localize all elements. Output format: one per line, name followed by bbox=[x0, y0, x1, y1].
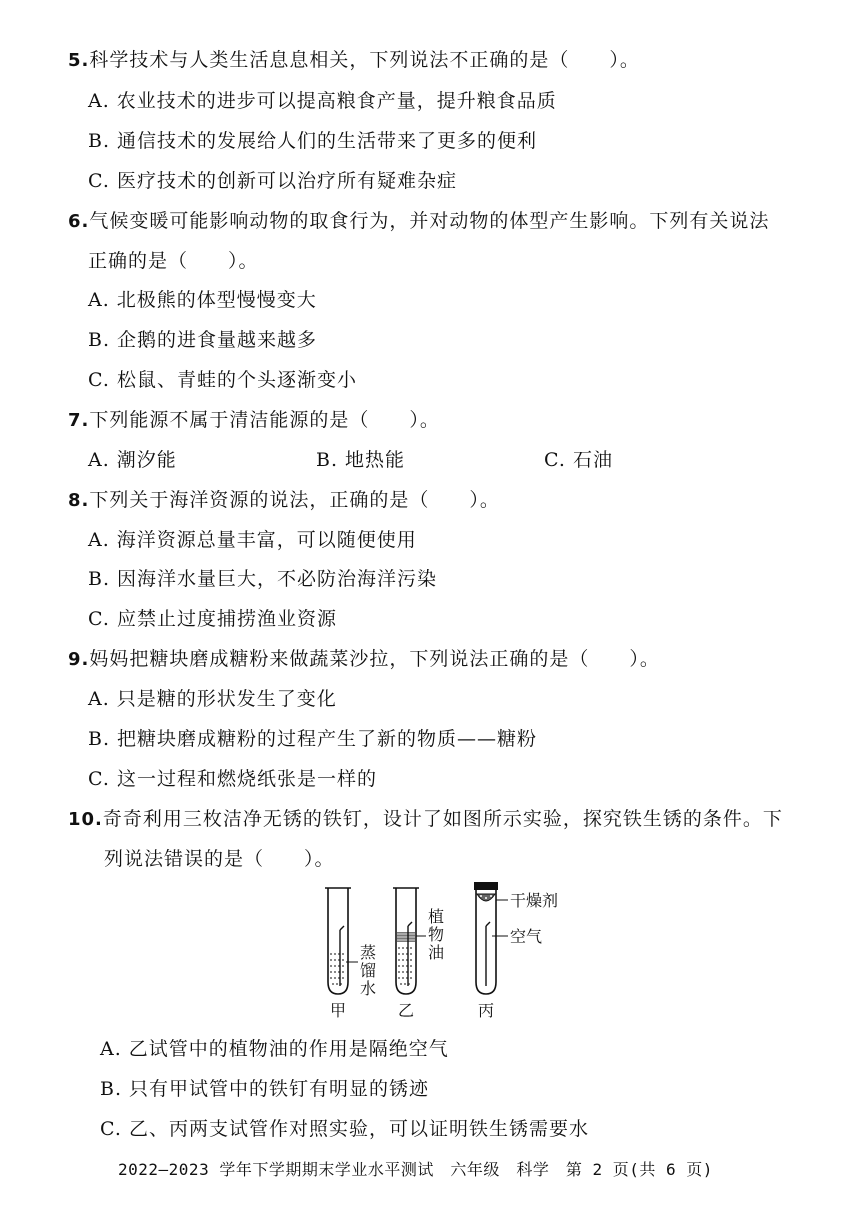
question-7-stem: 7.下列能源不属于清洁能源的是（ ）。 bbox=[68, 409, 440, 431]
air-label: 空气 bbox=[510, 927, 543, 946]
water-label-1: 蒸 bbox=[360, 943, 377, 962]
question-7-option-a: A. 潮汐能 bbox=[88, 449, 177, 471]
question-7-option-c: C. 石油 bbox=[544, 449, 613, 471]
water-label-2: 馏 bbox=[360, 961, 377, 980]
question-10-option-b: B. 只有甲试管中的铁钉有明显的锈迹 bbox=[100, 1078, 430, 1100]
question-6-stem: 6.气候变暖可能影响动物的取食行为，并对动物的体型产生影响。下列有关说法 bbox=[68, 210, 770, 232]
tube-bing bbox=[474, 882, 508, 994]
question-8-option-a: A. 海洋资源总量丰富，可以随便使用 bbox=[88, 529, 417, 551]
question-6-stem-continued: 正确的是（ ）。 bbox=[88, 250, 259, 272]
question-5-option-c: C. 医疗技术的创新可以治疗所有疑难杂症 bbox=[88, 170, 457, 192]
question-6-option-c: C. 松鼠、青蛙的个头逐渐变小 bbox=[88, 369, 357, 391]
question-5-stem: 5.科学技术与人类生活息息相关，下列说法不正确的是（ ）。 bbox=[68, 49, 640, 71]
question-5-option-b: B. 通信技术的发展给人们的生活带来了更多的便利 bbox=[88, 130, 538, 152]
tube-jia bbox=[325, 888, 358, 994]
question-9-option-c: C. 这一过程和燃烧纸张是一样的 bbox=[88, 768, 377, 790]
tube-yi bbox=[393, 888, 426, 994]
tube-label-jia: 甲 bbox=[330, 1001, 347, 1020]
oil-label-3: 油 bbox=[428, 943, 445, 962]
page-footer: 2022—2023 学年下学期期末学业水平测试 六年级 科学 第 2 页(共 6 页) bbox=[118, 1160, 713, 1179]
question-10-stem: 10.奇奇利用三枚洁净无锈的铁钉，设计了如图所示实验，探究铁生锈的条件。下 bbox=[68, 808, 783, 830]
question-5-option-a: A. 农业技术的进步可以提高粮食产量，提升粮食品质 bbox=[88, 90, 557, 112]
question-8-stem: 8.下列关于海洋资源的说法，正确的是（ ）。 bbox=[68, 489, 500, 511]
water-label-3: 水 bbox=[360, 979, 377, 998]
test-tube-experiment-figure bbox=[310, 882, 590, 1022]
question-10-stem-continued: 列说法错误的是（ ）。 bbox=[104, 848, 335, 870]
question-8-option-c: C. 应禁止过度捕捞渔业资源 bbox=[88, 608, 337, 630]
test-tube-diagram bbox=[310, 882, 590, 1022]
oil-label-1: 植 bbox=[428, 907, 445, 926]
tube-label-yi: 乙 bbox=[398, 1001, 415, 1020]
oil-label-2: 物 bbox=[428, 925, 445, 944]
question-10-option-c: C. 乙、丙两支试管作对照实验，可以证明铁生锈需要水 bbox=[100, 1118, 589, 1140]
question-6-option-a: A. 北极熊的体型慢慢变大 bbox=[88, 289, 317, 311]
question-10-option-a: A. 乙试管中的植物油的作用是隔绝空气 bbox=[100, 1038, 449, 1060]
question-6-option-b: B. 企鹅的进食量越来越多 bbox=[88, 329, 318, 351]
question-9-option-b: B. 把糖块磨成糖粉的过程产生了新的物质——糖粉 bbox=[88, 728, 538, 750]
question-9-option-a: A. 只是糖的形状发生了变化 bbox=[88, 688, 337, 710]
question-8-option-b: B. 因海洋水量巨大，不必防治海洋污染 bbox=[88, 568, 438, 590]
question-7-option-b: B. 地热能 bbox=[316, 449, 406, 471]
desiccant-label: 干燥剂 bbox=[510, 891, 559, 910]
tube-label-bing: 丙 bbox=[478, 1001, 495, 1020]
question-9-stem: 9.妈妈把糖块磨成糖粉来做蔬菜沙拉，下列说法正确的是（ ）。 bbox=[68, 648, 660, 670]
